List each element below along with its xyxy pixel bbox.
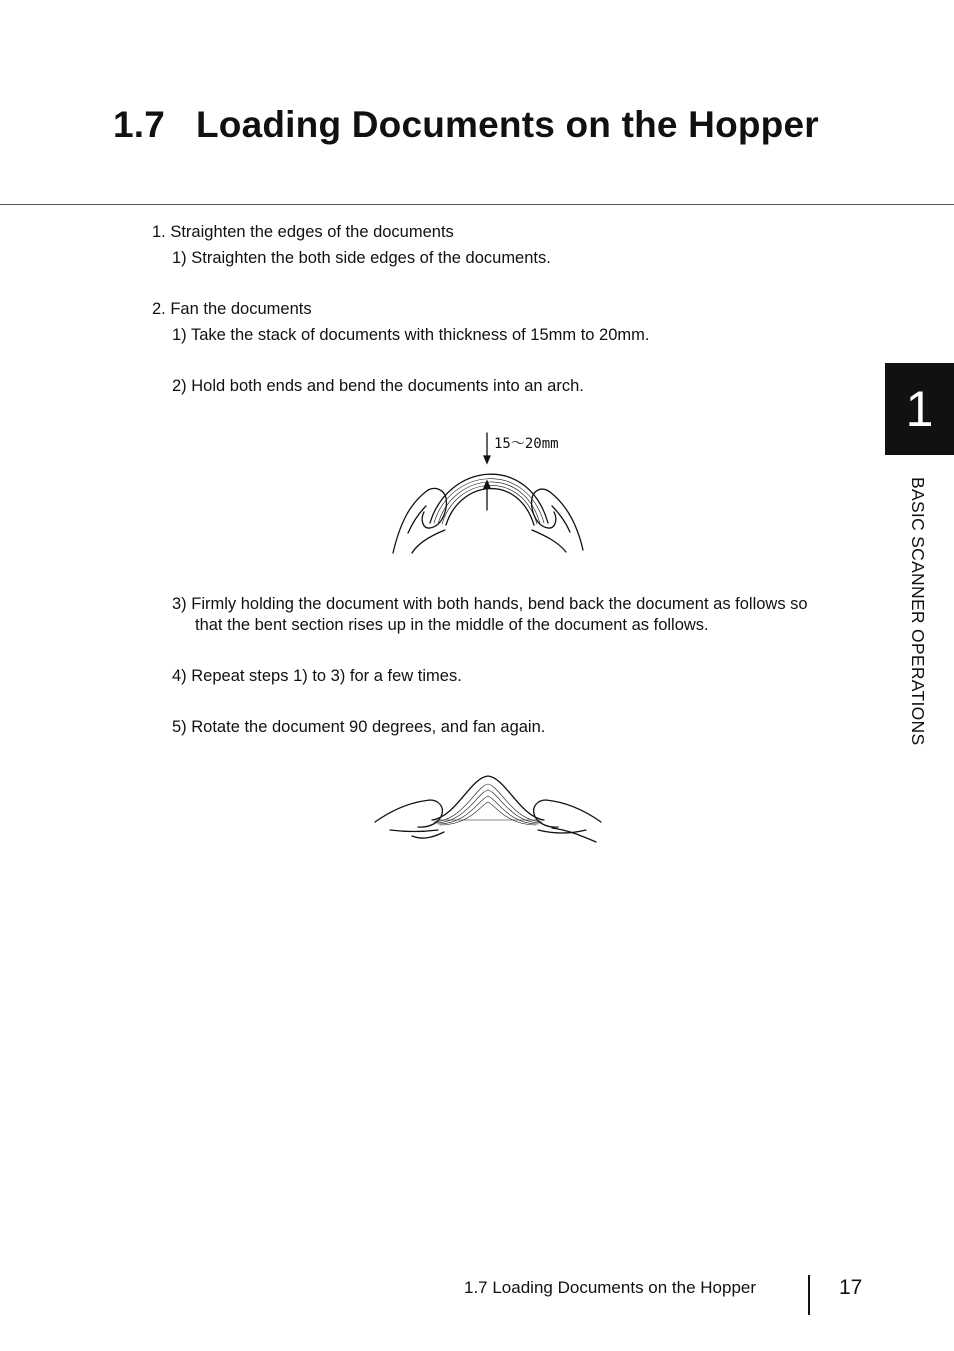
footer-running-title: 1.7 Loading Documents on the Hopper: [464, 1278, 757, 1297]
step-2-3-continued: that the bent section rises up in the middle of the document as follows.: [195, 616, 709, 634]
step-1-1: 1) Straighten the both side edges of the documents.: [172, 249, 551, 267]
chapter-tab: [885, 363, 954, 455]
chapter-title-vertical: BASIC SCANNER OPERATIONS: [908, 477, 928, 746]
heading-title: Loading Documents on the Hopper: [196, 104, 819, 145]
step-1: 1. Straighten the edges of the documents: [152, 223, 454, 241]
chapter-number: 1: [905, 381, 934, 437]
heading-divider: [0, 204, 954, 205]
step-2-5: 5) Rotate the document 90 degrees, and fan again.: [172, 718, 546, 736]
heading-number: 1.7: [113, 104, 166, 145]
arch-documents-illustration: [390, 428, 590, 558]
fanned-documents-illustration: [372, 770, 604, 848]
step-2-2: 2) Hold both ends and bend the documents into an arch.: [172, 377, 584, 395]
thickness-label: 15～20mm: [494, 436, 559, 452]
footer-separator: [808, 1275, 810, 1315]
page-heading: [113, 104, 819, 146]
step-2-4: 4) Repeat steps 1) to 3) for a few times.: [172, 667, 462, 685]
step-2: 2. Fan the documents: [152, 300, 312, 318]
step-2-3: 3) Firmly holding the document with both hands, bend back the document as follows so: [172, 595, 808, 613]
page-number: 17: [839, 1276, 863, 1299]
step-2-1: 1) Take the stack of documents with thickness of 15mm to 20mm.: [172, 326, 650, 344]
